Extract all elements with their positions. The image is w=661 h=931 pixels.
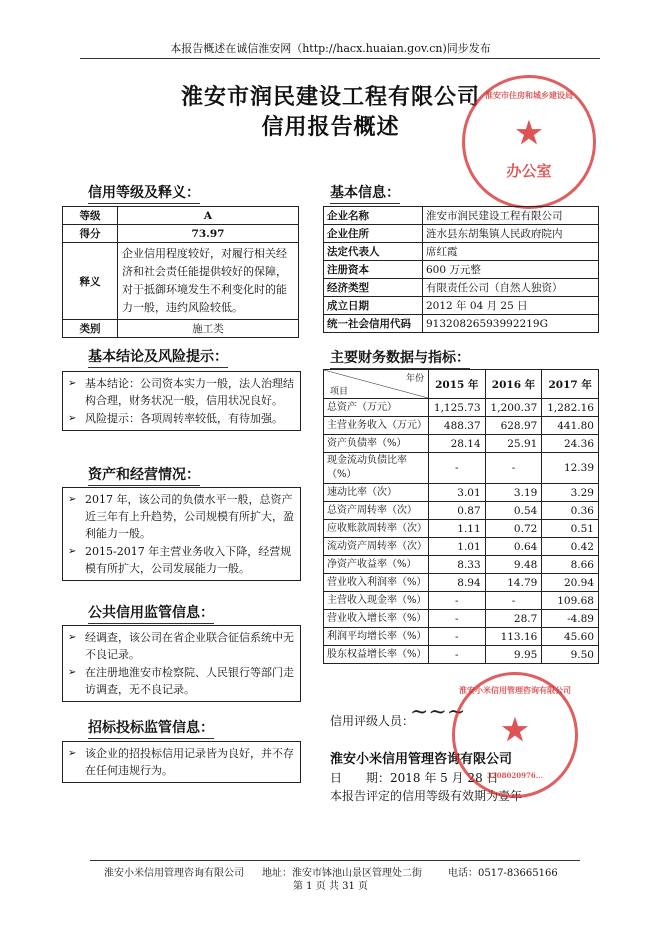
table-row [324,520,599,538]
star-icon: ★ [515,116,543,151]
rating-category-value: 施工类 [118,320,299,338]
metric-name: 应收账款周转率（次） [324,520,429,538]
table-row [324,574,599,592]
table-row [324,243,599,261]
metric-name: 总资产（万元） [324,399,429,417]
report-date: 日 期：2018 年 5 月 28 日 [330,771,499,785]
metric-value: 1,282.16 [542,399,599,417]
corner-year-label: 年份 [405,374,424,384]
rating-label-score: 得分 [63,225,118,243]
footer-company: 淮安小米信用管理咨询有限公司 [104,868,244,879]
metric-value: 113.16 [485,628,542,646]
bidding-heading: 招标投标监管信息： [88,717,214,739]
list-item: ➢ 2017 年，该公司的负债水平一般，总资产近三年有上升趋势，公司规模有所扩大，盈利能力一般。 [85,491,296,542]
basic-info-value: 2012 年 04 月 25 日 [423,297,599,315]
metric-value: - [485,453,542,484]
metric-value: 0.51 [542,520,599,538]
table-row [324,628,599,646]
issuer-stamp-text: 淮安小米信用管理咨询有限公司 [459,685,571,695]
table-row [324,502,599,520]
table-row [324,646,599,664]
basic-heading: 基本信息： [330,182,400,204]
rating-grade-value: A [118,207,299,225]
company-title: 淮安市润民建设工程有限公司 [180,84,480,110]
metric-value: 1,200.37 [485,399,542,417]
basic-info-value: 席红霞 [423,243,599,261]
metric-value: 3.19 [485,484,542,502]
metric-value: - [429,592,486,610]
metric-name: 总资产周转率（次） [324,502,429,520]
corner-item-label: 项目 [330,387,349,397]
metric-value: 628.97 [485,417,542,435]
metric-value: 1.11 [429,520,486,538]
basic-info-label: 成立日期 [324,297,423,315]
list-item: ➢ 2015-2017 年主营业务收入下降，经营规模有所扩大，公司发展能力一般。 [85,543,296,577]
table-row [324,417,599,435]
header-note: 本报告概述在诚信淮安网（http://hacx.huaian.gov.cn)同步发布 [170,42,491,55]
table-row [324,453,599,484]
metric-value: 9.50 [542,646,599,664]
metric-value: 3.01 [429,484,486,502]
footer-address: 地址：淮安市钵池山景区管理处二街 [262,868,422,879]
top-stamp-seal [462,75,596,209]
basic-info-label: 企业住所 [324,225,423,243]
table-corner-cell [324,370,429,399]
table-header-row [324,370,599,399]
metric-value: 0.72 [485,520,542,538]
list-item: ➢ 经调查，该公司在省企业联合征信系统中无不良记录。 [85,629,296,663]
metric-value: 0.42 [542,538,599,556]
metric-name: 速动比率（次） [324,484,429,502]
bidding-box [62,741,301,783]
table-row [324,207,599,225]
table-row [63,225,299,243]
table-row [324,610,599,628]
basic-info-label: 法定代表人 [324,243,423,261]
basic-info-value: 91320826593992219G [423,315,599,333]
public-heading: 公共信用监管信息： [88,602,214,624]
metric-name: 流动资产周转率（次） [324,538,429,556]
list-item: ➢ 在注册地淮安市检察院、人民银行等部门走访调查，无不良记录。 [85,664,296,698]
operation-heading: 资产和经营情况： [88,464,200,486]
table-row [324,484,599,502]
rating-score-value: 73.97 [118,225,299,243]
metric-value: 24.36 [542,435,599,453]
year-header-2017: 2017 年 [542,370,599,399]
metric-value: 488.37 [429,417,486,435]
table-row [324,225,599,243]
metric-name: 资产负债率（%） [324,435,429,453]
metric-value: 0.87 [429,502,486,520]
conclusion-heading: 基本结论及风险提示： [88,346,228,368]
rating-label-grade: 等级 [63,207,118,225]
table-row [63,243,299,320]
table-row [324,297,599,315]
metric-value: 8.66 [542,556,599,574]
metric-value: 28.14 [429,435,486,453]
table-row [324,399,599,417]
metric-name: 营业收入增长率（%） [324,610,429,628]
metric-value: - [429,646,486,664]
financial-table [323,369,599,664]
metric-value: 20.94 [542,574,599,592]
header-divider [80,58,600,59]
financial-heading: 主要财务数据与指标： [330,347,470,369]
list-item: ➢ 基本结论：公司资本实力一般，法人治理结构合理，财务状况一般，信用状况良好。 [85,375,296,409]
metric-value: 25.91 [485,435,542,453]
metric-name: 利润平均增长率（%） [324,628,429,646]
metric-value: 8.33 [429,556,486,574]
report-title: 信用报告概述 [261,114,400,140]
metric-value: -4.89 [542,610,599,628]
metric-name: 现金流动负债比率（%） [324,453,429,484]
metric-value: 3.29 [542,484,599,502]
basic-info-label: 统一社会信用代码 [324,315,423,333]
metric-name: 营业收入利润率（%） [324,574,429,592]
basic-info-label: 经济类型 [324,279,423,297]
page-number: 第 1 页 共 31 页 [293,881,368,892]
table-row [324,556,599,574]
metric-value: 8.94 [429,574,486,592]
metric-value: 12.39 [542,453,599,484]
metric-value: 109.68 [542,592,599,610]
table-row [63,320,299,338]
metric-value: 0.54 [485,502,542,520]
rating-heading: 信用等级及释义： [88,182,200,204]
metric-value: 0.64 [485,538,542,556]
top-stamp-text: 淮安市住房和城乡建设局 [485,90,573,100]
issuer-stamp-seal [452,672,578,798]
rating-table [62,206,299,338]
issuer-stamp-code: 3208020976... [486,771,544,780]
rating-desc-value: 企业信用程度较好，对履行相关经济和社会责任能提供较好的保障，对于抵御环境发生不利变化时的能力一般，违约风险较低。 [118,243,299,320]
star-icon: ★ [501,713,529,748]
metric-value: 14.79 [485,574,542,592]
metric-name: 股东权益增长率（%） [324,646,429,664]
table-row [324,592,599,610]
table-row [63,207,299,225]
operation-box [62,487,301,581]
list-item: ➢ 风险提示：各项周转率较低，有待加强。 [85,410,296,427]
top-stamp-office: 办公室 [506,162,552,180]
metric-value: 441.80 [542,417,599,435]
metric-value: 28.7 [485,610,542,628]
year-header-2015: 2015 年 [429,370,486,399]
table-row [324,435,599,453]
basic-info-value: 淮安市润民建设工程有限公司 [423,207,599,225]
list-item: ➢ 该企业的招投标信用记录皆为良好，并不存在任何违规行为。 [85,745,296,779]
metric-name: 主营收入现金率（%） [324,592,429,610]
footer-phone: 电话：0517-83665166 [448,868,558,879]
rating-label-desc: 释义 [63,243,118,320]
metric-value: 9.95 [485,646,542,664]
handwritten-signature: ~~~ [410,700,466,725]
metric-value: 9.48 [485,556,542,574]
table-row [324,538,599,556]
rating-label-category: 类别 [63,320,118,338]
table-row [324,261,599,279]
table-row [324,279,599,297]
table-row [324,315,599,333]
metric-value: 1.01 [429,538,486,556]
validity-note: 本报告评定的信用等级有效期为壹年 [330,789,523,803]
basic-info-value: 600 万元整 [423,261,599,279]
issuer-company: 淮安小米信用管理咨询有限公司 [330,752,513,767]
metric-name: 净资产收益率（%） [324,556,429,574]
basic-info-label: 注册资本 [324,261,423,279]
public-box [62,625,301,702]
basic-info-value: 涟水县东胡集镇人民政府院内 [423,225,599,243]
rater-label: 信用评级人员： [330,714,415,728]
basic-info-label: 企业名称 [324,207,423,225]
metric-value: - [429,453,486,484]
metric-value: - [429,610,486,628]
metric-value: - [429,628,486,646]
footer-divider [90,860,580,861]
conclusion-box [62,371,301,431]
metric-value: 45.60 [542,628,599,646]
metric-value: 1,125.73 [429,399,486,417]
metric-name: 主营业务收入（万元） [324,417,429,435]
basic-info-table [323,206,599,333]
metric-value: 0.36 [542,502,599,520]
basic-info-value: 有限责任公司（自然人独资） [423,279,599,297]
metric-value: - [485,592,542,610]
year-header-2016: 2016 年 [485,370,542,399]
